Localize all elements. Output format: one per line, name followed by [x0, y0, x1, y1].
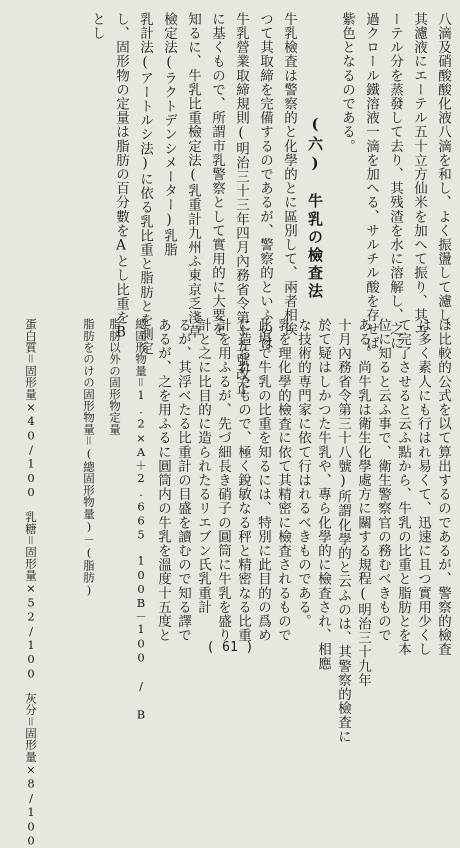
formula: 脂肪以外の固形物定量	[108, 318, 122, 435]
formula: 蛋白質＝固形量×40/100 乳糖＝固形量×52/100 灰分＝固形量×8/100	[24, 318, 38, 848]
text-column: 此場で牛乳の比重を知るには、特別に此目的の爲め	[255, 318, 271, 643]
text-column: 八滴及硝酸酸化液八滴を和し、よく振盪して濾し、	[435, 12, 451, 337]
text-column: ある。尚牛乳は衛生化學處方に關する規程(明治三十九年	[355, 318, 371, 688]
text-column: ーテル分を蒸發して去り、其残渣を水に溶解し、之に	[387, 12, 403, 351]
text-column: に造られたもので、極く銳敏なる秤と精密なる比重	[235, 318, 251, 643]
text-column: 牛乳營業取締規則(明治三十三年四月內務省令第十五號改正	[233, 12, 249, 396]
text-column: て完了させると云ふ點から、牛乳の比重と脂肪とを本	[395, 318, 411, 657]
text-column: は比較的公式を以て算出するのであるが、警察的檢査	[435, 318, 451, 657]
text-column: 檢定法(ラクトデンシメーター)乳脂	[161, 12, 177, 257]
text-column: 位に知ると云ふ事で、衛生警察官の務むべきもので	[375, 318, 391, 643]
formula: 總固形物量＝1.2×A＋2.665 100B－100 / B	[134, 318, 148, 722]
text-column: 計を用ふるが、先づ細長き硝子の圓筒に牛乳を盛り	[215, 318, 231, 643]
page-number: ( 61 )	[206, 640, 254, 655]
text-column: な技術的専門家に依て行はれるべきものである。	[295, 318, 311, 629]
text-column: 計と之に比目的に造られたるリエブン氏乳重計	[195, 318, 211, 615]
text-column: 其濾液にエーテル五十立方仙米を加へて振り、其エ	[411, 12, 427, 337]
text-column: に基くもので、所謂市乳警察として實用的に大要を	[209, 12, 225, 337]
text-column: 牛乳檢査は警察的と化學的とに區別して、兩者相俟	[281, 12, 297, 337]
text-column: るが、其浮べたる比重計の目盛を讀むので知る譯で	[175, 318, 191, 643]
text-column: 過クロール鐵溶液一滴を加へる、サルチル酸を存せば	[363, 12, 379, 351]
text-column: 乳計法(アートルシ法)に依る乳比重と脂肪とを測定	[137, 12, 153, 356]
text-column: 知るに、牛乳比重檢定法(乳重計九州ふ東京乏淺草	[185, 12, 201, 339]
text-column: は多く素人にも行はれ易くて、迅速に且つ實用少くし	[415, 318, 431, 657]
text-column: あるが、之を用ふるに圓筒内の牛乳を溫度十五度と	[155, 318, 171, 643]
formula: 脂肪をのけの固形物量＝(總固形物量)－(脂肪)	[82, 318, 96, 598]
text-column: 乳を理化學的檢査に依て其精密に檢査されるもので	[275, 318, 291, 643]
text-column: とし	[89, 12, 105, 41]
section-heading: (六) 牛乳の檢査法	[306, 115, 324, 301]
text-column: 十月內務省令第三十八號)所謂化學的と云ふのは、其警察的檢査に	[335, 318, 351, 744]
text-column: 紫色となるのである。	[339, 12, 355, 153]
text-column: し、固形物の定量は脂肪の百分數をAとし比重をB	[113, 12, 129, 342]
text-column: つて其取締を完備するのであるが、警察的といふのは	[257, 12, 273, 351]
text-column: 於て疑はしかつた牛乳や、專ら化學的に檢査され、相應	[315, 318, 331, 671]
